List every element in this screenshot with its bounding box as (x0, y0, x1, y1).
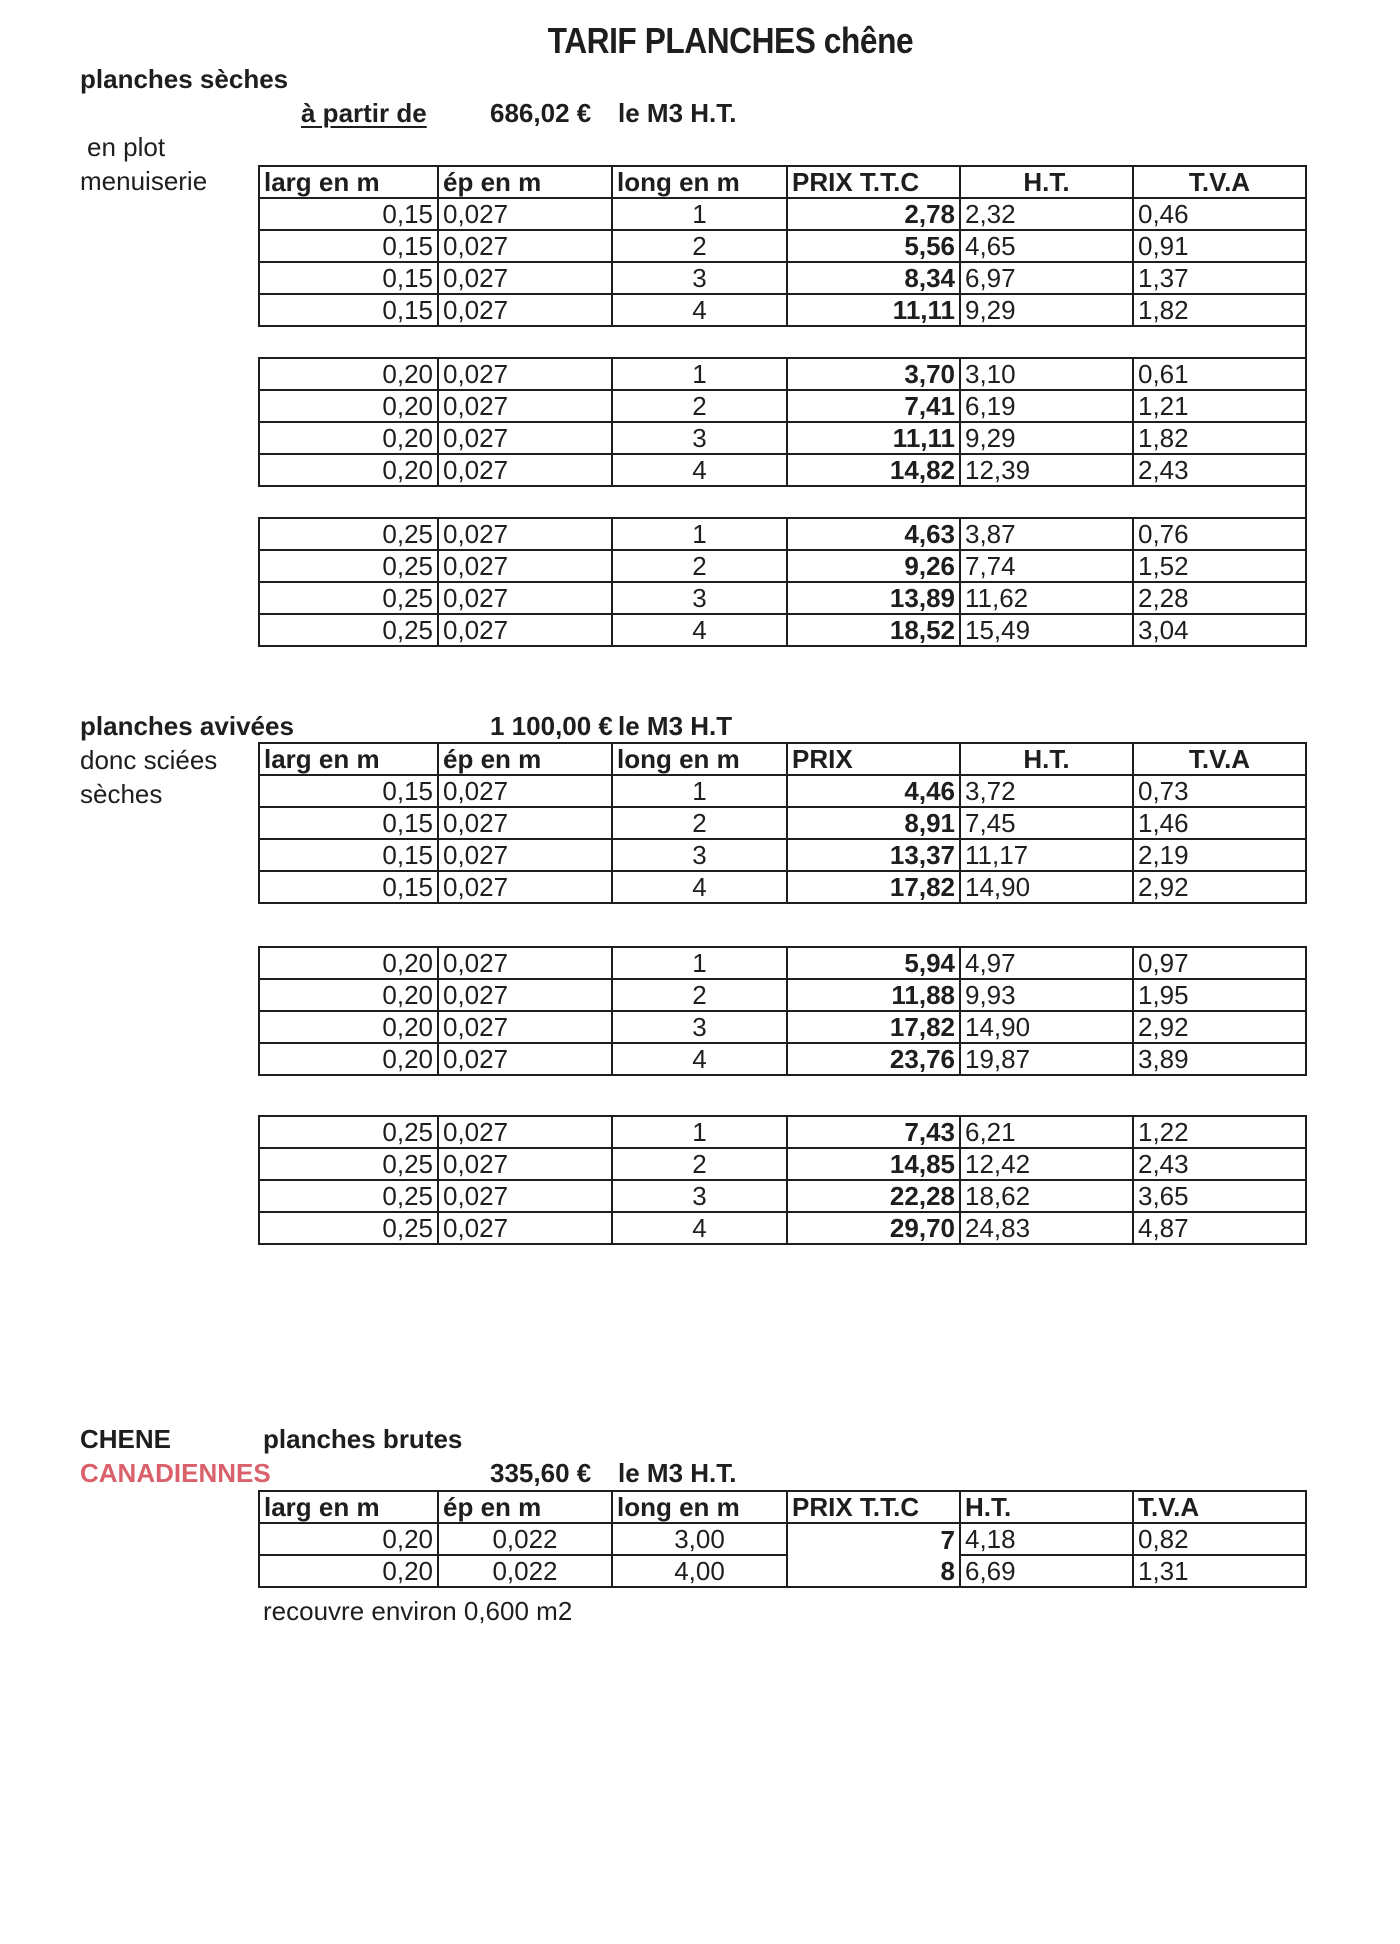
cell-ht: 6,21 (960, 1116, 1133, 1148)
cell-thickness: 0,027 (438, 454, 612, 486)
col-header: H.T. (960, 743, 1133, 775)
cell-thickness: 0,027 (438, 871, 612, 903)
cell-width: 0,25 (259, 582, 438, 614)
table-row (259, 614, 1306, 646)
col-header: larg en m (259, 743, 438, 775)
spacer-row (259, 326, 1306, 358)
cell-ht: 19,87 (960, 1043, 1133, 1075)
col-header: H.T. (960, 1491, 1133, 1523)
cell-thickness: 0,027 (438, 1011, 612, 1043)
section3-price-table (258, 1490, 1307, 1588)
cell-price: 18,52 (787, 614, 960, 646)
cell-width: 0,15 (259, 775, 438, 807)
cell-tva: 2,28 (1133, 582, 1306, 614)
cell-thickness: 0,027 (438, 1212, 612, 1244)
cell-thickness: 0,027 (438, 979, 612, 1011)
spacer-row (259, 486, 1306, 518)
cell-tva: 1,21 (1133, 390, 1306, 422)
cell-tva: 3,04 (1133, 614, 1306, 646)
cell-ht: 6,19 (960, 390, 1133, 422)
cell-ht: 12,42 (960, 1148, 1133, 1180)
cell-width: 0,20 (259, 358, 438, 390)
col-header: ép en m (438, 1491, 612, 1523)
table-row (259, 294, 1306, 326)
table-row (259, 1116, 1306, 1148)
cell-width: 0,15 (259, 871, 438, 903)
cell-thickness: 0,027 (438, 422, 612, 454)
cell-ht: 11,17 (960, 839, 1133, 871)
cell-width: 0,15 (259, 807, 438, 839)
cell-length: 3 (612, 422, 787, 454)
cell-price: 17,82 (787, 1011, 960, 1043)
table-row (259, 839, 1306, 871)
cell-length: 2 (612, 550, 787, 582)
table-row (259, 947, 1306, 979)
table-row (259, 454, 1306, 486)
cell-tva: 0,82 (1133, 1523, 1306, 1555)
cell-ht: 9,29 (960, 294, 1133, 326)
cell-thickness: 0,027 (438, 775, 612, 807)
cell-tva: 1,37 (1133, 262, 1306, 294)
col-header: ép en m (438, 166, 612, 198)
cell-length: 4 (612, 454, 787, 486)
cell-tva: 2,92 (1133, 1011, 1306, 1043)
cell-length: 1 (612, 775, 787, 807)
cell-price: 5,94 (787, 947, 960, 979)
cell-price-ttc: 7 (787, 1523, 960, 1555)
table-row (259, 390, 1306, 422)
cell-thickness: 0,027 (438, 1148, 612, 1180)
col-header: PRIX T.T.C (787, 166, 960, 198)
cell-ht: 7,74 (960, 550, 1133, 582)
cell-price: 13,89 (787, 582, 960, 614)
section2-heading: planches avivées (80, 711, 294, 741)
cell-length: 4 (612, 614, 787, 646)
cell-length: 2 (612, 390, 787, 422)
cell-width: 0,20 (259, 947, 438, 979)
cell-thickness: 0,027 (438, 1116, 612, 1148)
section2-unit: le M3 H.T (618, 711, 733, 741)
table-row (259, 1043, 1306, 1075)
cell-price: 13,37 (787, 839, 960, 871)
col-header: T.V.A (1133, 166, 1306, 198)
section3-label-chene: CHENE (80, 1424, 172, 1454)
cell-price: 4,63 (787, 518, 960, 550)
cell-width: 0,15 (259, 294, 438, 326)
cell-tva: 1,52 (1133, 550, 1306, 582)
cell-width: 0,20 (259, 979, 438, 1011)
section1-side-label-1: en plot (87, 132, 166, 162)
cell-length: 1 (612, 198, 787, 230)
section2-price-table-2 (258, 946, 1307, 1076)
cell-price: 22,28 (787, 1180, 960, 1212)
cell-price: 5,56 (787, 230, 960, 262)
cell-price: 23,76 (787, 1043, 960, 1075)
cell-ht: 24,83 (960, 1212, 1133, 1244)
cell-length: 3 (612, 839, 787, 871)
cell-width: 0,25 (259, 614, 438, 646)
cell-ht: 7,45 (960, 807, 1133, 839)
table-row (259, 422, 1306, 454)
cell-price: 11,11 (787, 422, 960, 454)
table-row (259, 230, 1306, 262)
cell-ht: 3,10 (960, 358, 1133, 390)
table-row (259, 1555, 1306, 1587)
cell-tva: 0,97 (1133, 947, 1306, 979)
section1-price-table (258, 165, 1307, 647)
cell-width: 0,25 (259, 1148, 438, 1180)
cell-thickness: 0,027 (438, 390, 612, 422)
cell-length: 2 (612, 230, 787, 262)
table-header-row (259, 743, 1306, 775)
cell-width: 0,25 (259, 1180, 438, 1212)
col-header: PRIX (787, 743, 960, 775)
col-header: H.T. (960, 166, 1133, 198)
cell-ht: 4,97 (960, 947, 1133, 979)
table-row (259, 1212, 1306, 1244)
cell-thickness: 0,022 (438, 1555, 612, 1587)
section3-label-canadiennes: CANADIENNES (80, 1458, 271, 1488)
cell-length: 3,00 (612, 1523, 787, 1555)
cell-price-ttc: 8 (787, 1555, 960, 1587)
cell-width: 0,20 (259, 1523, 438, 1555)
cell-ht: 14,90 (960, 1011, 1133, 1043)
cell-tva: 2,19 (1133, 839, 1306, 871)
cell-ht: 15,49 (960, 614, 1133, 646)
cell-thickness: 0,027 (438, 294, 612, 326)
cell-tva: 4,87 (1133, 1212, 1306, 1244)
cell-thickness: 0,027 (438, 839, 612, 871)
cell-width: 0,20 (259, 390, 438, 422)
cell-tva: 1,31 (1133, 1555, 1306, 1587)
cell-ht: 6,97 (960, 262, 1133, 294)
cell-tva: 3,65 (1133, 1180, 1306, 1212)
cell-price: 14,82 (787, 454, 960, 486)
cell-thickness: 0,027 (438, 198, 612, 230)
cell-ht: 12,39 (960, 454, 1133, 486)
col-header: long en m (612, 1491, 787, 1523)
cell-ht: 11,62 (960, 582, 1133, 614)
section3-unit: le M3 H.T. (618, 1458, 737, 1488)
cell-length: 2 (612, 807, 787, 839)
cell-thickness: 0,027 (438, 1180, 612, 1212)
cell-price: 11,11 (787, 294, 960, 326)
col-header: PRIX T.T.C (787, 1491, 960, 1523)
section1-side-label-2: menuiserie (80, 166, 208, 196)
cell-ht: 4,18 (960, 1523, 1133, 1555)
cell-tva: 0,91 (1133, 230, 1306, 262)
cell-tva: 0,46 (1133, 198, 1306, 230)
section1-unit: le M3 H.T. (618, 98, 737, 128)
section1-price: 686,02 € (490, 98, 592, 128)
cell-length: 4 (612, 1043, 787, 1075)
cell-price: 8,34 (787, 262, 960, 294)
cell-tva: 0,76 (1133, 518, 1306, 550)
cell-width: 0,15 (259, 839, 438, 871)
cell-width: 0,15 (259, 230, 438, 262)
section3-price: 335,60 € (490, 1458, 592, 1488)
table-row (259, 1180, 1306, 1212)
page-title: TARIF PLANCHES chêne (547, 20, 914, 61)
cell-ht: 4,65 (960, 230, 1133, 262)
cell-length: 3 (612, 582, 787, 614)
cell-thickness: 0,022 (438, 1523, 612, 1555)
cell-ht: 3,87 (960, 518, 1133, 550)
cell-tva: 2,92 (1133, 871, 1306, 903)
cell-price: 9,26 (787, 550, 960, 582)
table-row (259, 198, 1306, 230)
section3-note: recouvre environ 0,600 m2 (263, 1596, 573, 1626)
col-header: long en m (612, 166, 787, 198)
cell-length: 3 (612, 1180, 787, 1212)
col-header: larg en m (259, 166, 438, 198)
cell-width: 0,20 (259, 1011, 438, 1043)
cell-tva: 0,73 (1133, 775, 1306, 807)
cell-thickness: 0,027 (438, 358, 612, 390)
cell-price: 8,91 (787, 807, 960, 839)
cell-width: 0,25 (259, 1212, 438, 1244)
cell-width: 0,15 (259, 262, 438, 294)
cell-thickness: 0,027 (438, 947, 612, 979)
cell-length: 2 (612, 979, 787, 1011)
section2-price-table-3 (258, 1115, 1307, 1245)
table-row (259, 775, 1306, 807)
cell-price: 17,82 (787, 871, 960, 903)
cell-thickness: 0,027 (438, 807, 612, 839)
cell-tva: 1,46 (1133, 807, 1306, 839)
table-row (259, 871, 1306, 903)
col-header: long en m (612, 743, 787, 775)
cell-thickness: 0,027 (438, 1043, 612, 1075)
cell-width: 0,20 (259, 454, 438, 486)
table-row (259, 807, 1306, 839)
table-header-row (259, 1491, 1306, 1523)
section2-price: 1 100,00 € (490, 711, 613, 741)
cell-ht: 3,72 (960, 775, 1133, 807)
cell-length: 4 (612, 1212, 787, 1244)
col-header: ép en m (438, 743, 612, 775)
cell-ht: 9,93 (960, 979, 1133, 1011)
col-header: T.V.A (1133, 1491, 1306, 1523)
cell-price: 29,70 (787, 1212, 960, 1244)
table-row (259, 358, 1306, 390)
table-header-row (259, 166, 1306, 198)
cell-price: 3,70 (787, 358, 960, 390)
cell-thickness: 0,027 (438, 230, 612, 262)
table-row (259, 550, 1306, 582)
cell-thickness: 0,027 (438, 518, 612, 550)
cell-thickness: 0,027 (438, 262, 612, 294)
table-row (259, 582, 1306, 614)
cell-ht: 18,62 (960, 1180, 1133, 1212)
cell-price: 11,88 (787, 979, 960, 1011)
cell-thickness: 0,027 (438, 550, 612, 582)
cell-price: 4,46 (787, 775, 960, 807)
cell-length: 1 (612, 947, 787, 979)
cell-length: 4 (612, 294, 787, 326)
cell-length: 3 (612, 1011, 787, 1043)
cell-ht: 6,69 (960, 1555, 1133, 1587)
cell-width: 0,20 (259, 1043, 438, 1075)
cell-ht: 14,90 (960, 871, 1133, 903)
cell-length: 1 (612, 358, 787, 390)
section2-price-table-1 (258, 742, 1307, 904)
cell-length: 2 (612, 1148, 787, 1180)
section2-side-label-1: donc sciées (80, 745, 218, 775)
cell-width: 0,25 (259, 518, 438, 550)
cell-tva: 3,89 (1133, 1043, 1306, 1075)
table-row (259, 979, 1306, 1011)
cell-length: 4,00 (612, 1555, 787, 1587)
table-row (259, 518, 1306, 550)
cell-tva: 2,43 (1133, 454, 1306, 486)
section1-from-label: à partir de (301, 98, 427, 128)
cell-tva: 1,22 (1133, 1116, 1306, 1148)
cell-tva: 1,95 (1133, 979, 1306, 1011)
cell-length: 1 (612, 518, 787, 550)
section3-heading: planches brutes (263, 1424, 463, 1454)
cell-width: 0,25 (259, 550, 438, 582)
cell-ht: 2,32 (960, 198, 1133, 230)
cell-length: 4 (612, 871, 787, 903)
col-header: larg en m (259, 1491, 438, 1523)
table-row (259, 1523, 1306, 1555)
table-row (259, 1148, 1306, 1180)
cell-price: 7,43 (787, 1116, 960, 1148)
cell-tva: 1,82 (1133, 422, 1306, 454)
col-header: T.V.A (1133, 743, 1306, 775)
cell-width: 0,20 (259, 422, 438, 454)
cell-thickness: 0,027 (438, 582, 612, 614)
cell-width: 0,15 (259, 198, 438, 230)
cell-tva: 0,61 (1133, 358, 1306, 390)
cell-thickness: 0,027 (438, 614, 612, 646)
cell-price: 2,78 (787, 198, 960, 230)
cell-width: 0,25 (259, 1116, 438, 1148)
cell-tva: 1,82 (1133, 294, 1306, 326)
cell-length: 1 (612, 1116, 787, 1148)
table-row (259, 1011, 1306, 1043)
cell-length: 3 (612, 262, 787, 294)
cell-ht: 9,29 (960, 422, 1133, 454)
table-row (259, 262, 1306, 294)
cell-price: 14,85 (787, 1148, 960, 1180)
cell-tva: 2,43 (1133, 1148, 1306, 1180)
cell-price: 7,41 (787, 390, 960, 422)
section1-heading: planches sèches (80, 64, 289, 94)
section2-side-label-2: sèches (80, 779, 163, 809)
cell-width: 0,20 (259, 1555, 438, 1587)
